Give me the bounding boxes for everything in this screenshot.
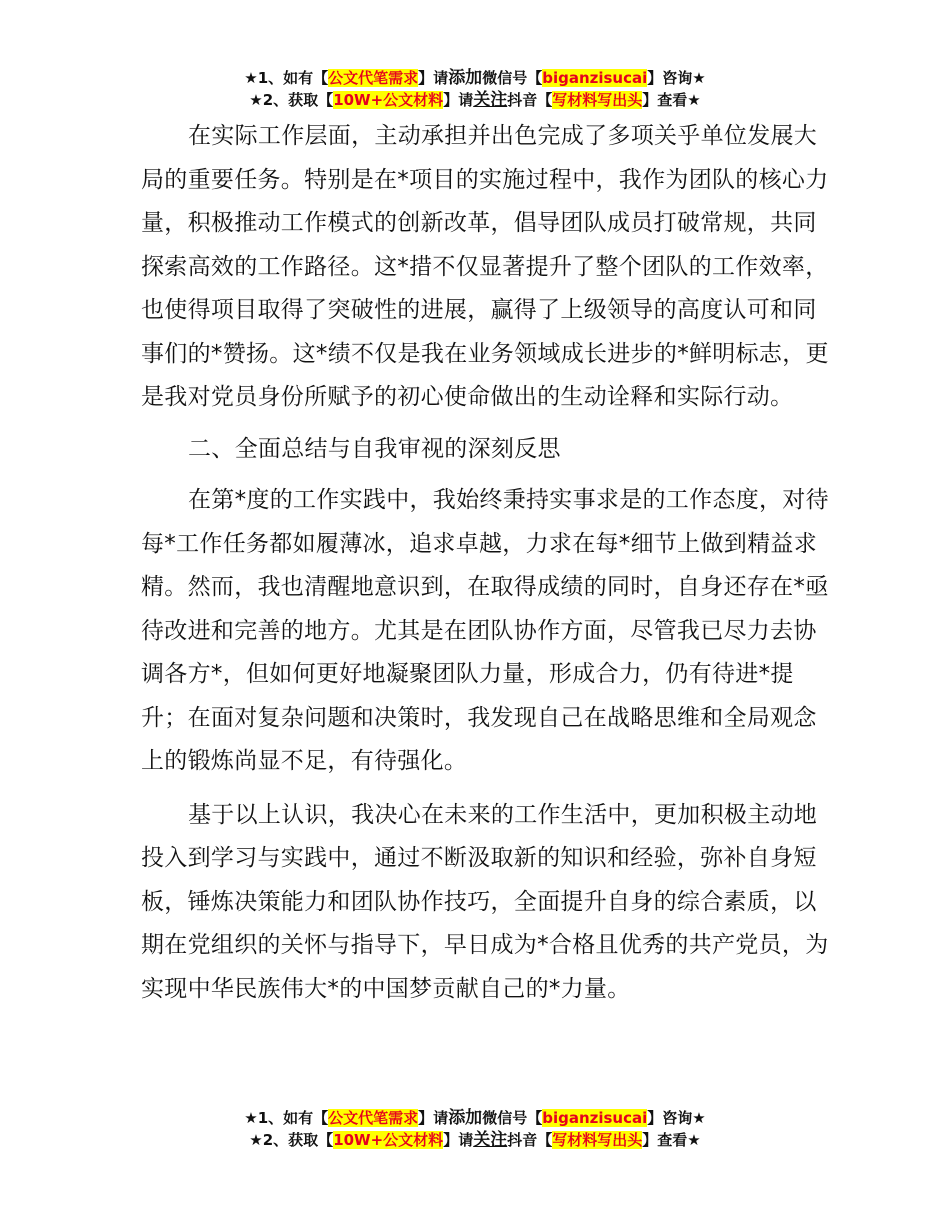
banner-line-1: ★1、如有【公文代笔需求】请添加微信号【biganzisucai】咨询★ (244, 68, 706, 88)
highlight-materials: 10W+公文材料 (333, 1131, 444, 1149)
highlight-wechat-id: biganzisucai (542, 1109, 648, 1127)
highlight-wechat-id: biganzisucai (542, 69, 648, 87)
document-body (141, 115, 831, 1011)
section-heading-reflection: 二、全面总结与自我审视的深刻反思 (188, 435, 561, 462)
banner-line-2: ★2、获取【10W+公文材料】请关注抖音【写材料写出头】查看★ (249, 1130, 701, 1150)
highlight-douyin-id: 写材料写出头 (552, 91, 643, 109)
header-banner (0, 67, 950, 111)
highlight-service: 公文代笔需求 (328, 1109, 419, 1127)
emphasis-add: 添加 (448, 1108, 483, 1128)
emphasis-follow: 关注 (473, 90, 508, 110)
highlight-service: 公文代笔需求 (328, 69, 419, 87)
banner-line-2: ★2、获取【10W+公文材料】请关注抖音【写材料写出头】查看★ (249, 90, 701, 110)
highlight-douyin-id: 写材料写出头 (552, 1131, 643, 1149)
banner-line-1: ★1、如有【公文代笔需求】请添加微信号【biganzisucai】咨询★ (244, 1108, 706, 1128)
paragraph-self-review: 在第*度的工作实践中，我始终秉持实事求是的工作态度，对待每*工作任务都如履薄冰，追求卓越，力求在每*细节上做到精益求精。然而，我也清醒地意识到，在取得成绩的同时，自身还存在*亟待改进和完善的地方。尤其是在团队协作方面，尽管我已尽力去协调各方*，但如何更好地凝聚团队力量，形成合力，仍有待进*提升；在面对复杂问题和决策时，我发现自己在战略思维和全局观念上的锻炼尚显不足，有待强化。 (141, 487, 829, 774)
emphasis-add: 添加 (448, 68, 483, 88)
paragraph-future-plan: 基于以上认识，我决心在未来的工作生活中，更加积极主动地投入到学习与实践中，通过不断汲取新的知识和经验，弥补自身短板，锤炼决策能力和团队协作技巧，全面提升自身的综合素质，以期在党组织的关怀与指导下，早日成为*合格且优秀的共产党员，为实现中华民族伟大*的中国梦贡献自己的*力量。 (141, 801, 829, 1002)
paragraph-work-achievements: 在实际工作层面，主动承担并出色完成了多项关乎单位发展大局的重要任务。特别是在*项目的实施过程中，我作为团队的核心力量，积极推动工作模式的创新改革，倡导团队成员打破常规，共同探索高效的工作路径。这*措不仅显著提升了整个团队的工作效率，也使得项目取得了突破性的进展，赢得了上级领导的高度认可和同事们的*赞扬。这*绩不仅是我在业务领域成长进步的*鲜明标志，更是我对党员身份所赋予的初心使命做出的生动诠释和实际行动。 (141, 123, 829, 410)
emphasis-follow: 关注 (473, 1130, 508, 1150)
highlight-materials: 10W+公文材料 (333, 91, 444, 109)
footer-banner (0, 1107, 950, 1151)
